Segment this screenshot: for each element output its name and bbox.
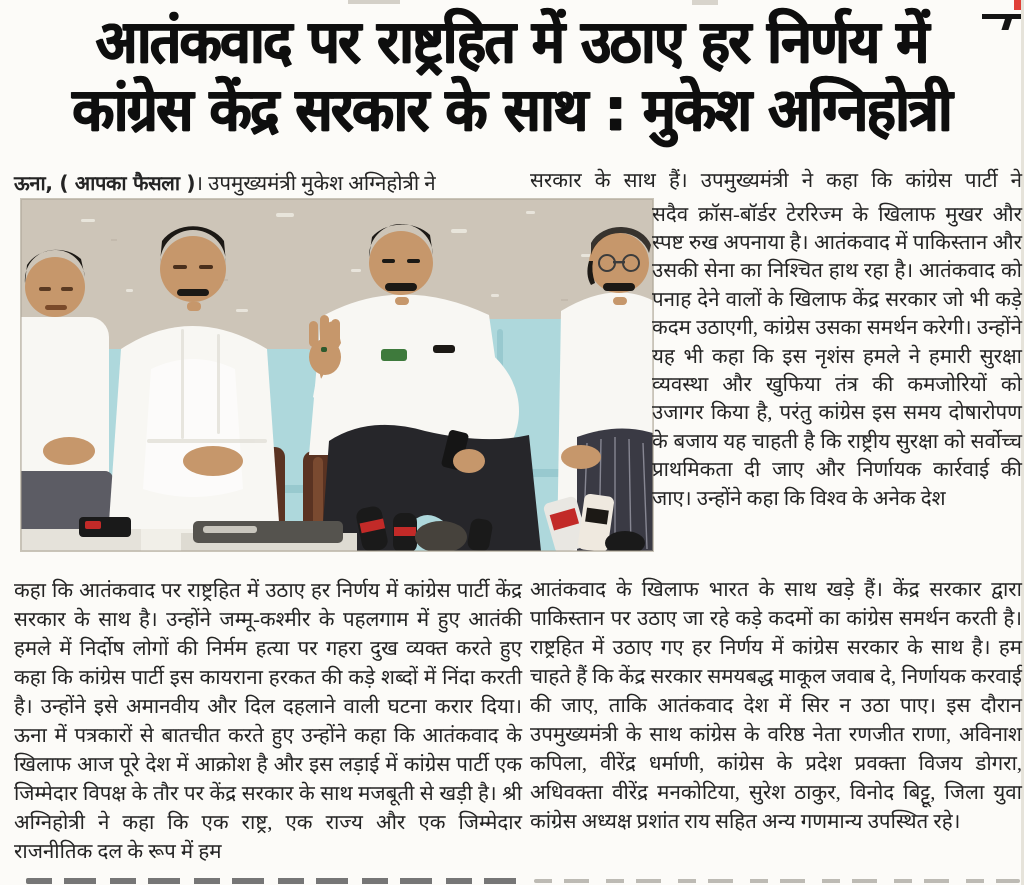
right-column-bottom: आतंकवाद के खिलाफ भारत के साथ खड़े हैं। केंद्र सरकार द्वारा पाकिस्तान पर उठाए जा रहे कड़े कदमों का कांग्रेस समर्थन करती है। राष्ट्रहित में उठाए गए हर निर्णय में कांग्रेस सरकार के साथ है। हम चाहते हैं कि केंद्र सरकार समयबद्ध माकूल जवाब दे, निर्णायक करवाई की जाए, ताकि आतंकवाद देश में सिर न उठा पाए। इस दौरान उपमुख्यमंत्री के साथ कांग्रेस के वरिष्ठ नेता रणजीत राणा, अविनाश कपिला, वीरेंद्र धर्माणी, कांग्रेस के प्रदेश प्रवक्ता विजय डोगरा, अधिवक्ता वीरेंद्र मनकोटिया, सुरेश ठाकुर, विनोद बिट्टू, जिला युवा कांग्रेस अध्यक्ष प्रशांत राय सहित अन्य गणमान्य उपस्थित रहे।: [530, 578, 1022, 833]
headline-line2: कांग्रेस केंद्र सरकार के साथ : मुकेश अग्निहोत्री: [72, 75, 952, 145]
edge-speck: [692, 0, 718, 5]
byline: [14, 169, 524, 199]
headline-line1: आतंकवाद पर राष्ट्रहित में उठाए हर निर्णय में: [95, 6, 928, 77]
edge-speck: [348, 0, 400, 4]
press-conference-photo-art: [21, 199, 653, 551]
cutoff-line-fragment-right: [534, 879, 1020, 883]
cutoff-line-fragment-left: [26, 878, 520, 884]
press-conference-photo: [20, 198, 654, 552]
right-column-beside-photo: सदैव क्रॉस-बॉर्डर टेररिज्म के खिलाफ मुखर और स्पष्ट रुख अपनाया है। आतंकवाद में पाकिस्तान और उसकी सेना का निश्चित हाथ रहा है। आतंकवाद को पनाह देने वालों के खिलाफ केंद्र सरकार जो भी कड़े कदम उठाएगी, कांग्रेस उसका समर्थन करेगी। उन्होंने यह भी कहा कि इस नृशंस हमले ने हमारी सुरक्षा व्यवस्था और खुफिया तंत्र की कमजोरियों को उजागर किया है, परंतु कांग्रेस इस समय दोषारोपण के बजाय यह चाहती है कि राष्ट्रीय सुरक्षा को सर्वोच्च प्राथमिकता दी जाए और निर्णायक कार्रवाई की जाए। उन्होंने कहा कि विश्व के अनेक देश: [652, 203, 1022, 510]
right-column-top-line: सरकार के साथ हैं। उपमुख्यमंत्री ने कहा कि कांग्रेस पार्टी ने: [530, 169, 1022, 192]
left-column-body: कहा कि आतंकवाद पर राष्ट्रहित में उठाए हर निर्णय में कांग्रेस पार्टी केंद्र सरकार के साथ है। उन्होंने जम्मू-कश्मीर के पहलगाम में हुए आतंकी हमले में निर्दोष लोगों की निर्मम हत्या पर गहरा दुख व्यक्त करते हुए कहा कि कांग्रेस पार्टी इस कायराना हरकत की कड़े शब्दों में निंदा करती है। उन्होंने इसे अमानवीय और दिल दहलाने वाली घटना करार दिया। ऊना में पत्रकारों से बातचीत करते हुए उन्होंने कहा कि आतंकवाद के खिलाफ आज पूरे देश में आक्रोश है और इस लड़ाई में कांग्रेस पार्टी एक जिम्मेदार विपक्ष के तौर पर केंद्र सरकार के साथ मजबूती से खड़ी है। श्री अग्निहोत्री ने कहा कि एक राष्ट्र, एक राज्य और एक जिम्मेदार राजनीतिक दल के रूप में हम: [14, 579, 522, 863]
byline-rest: । उपमुख्यमंत्री मुकेश अग्निहोत्री ने: [195, 172, 436, 195]
headline: [0, 8, 1024, 144]
byline-location: ऊना, ( आपका फैसला ): [14, 170, 196, 195]
